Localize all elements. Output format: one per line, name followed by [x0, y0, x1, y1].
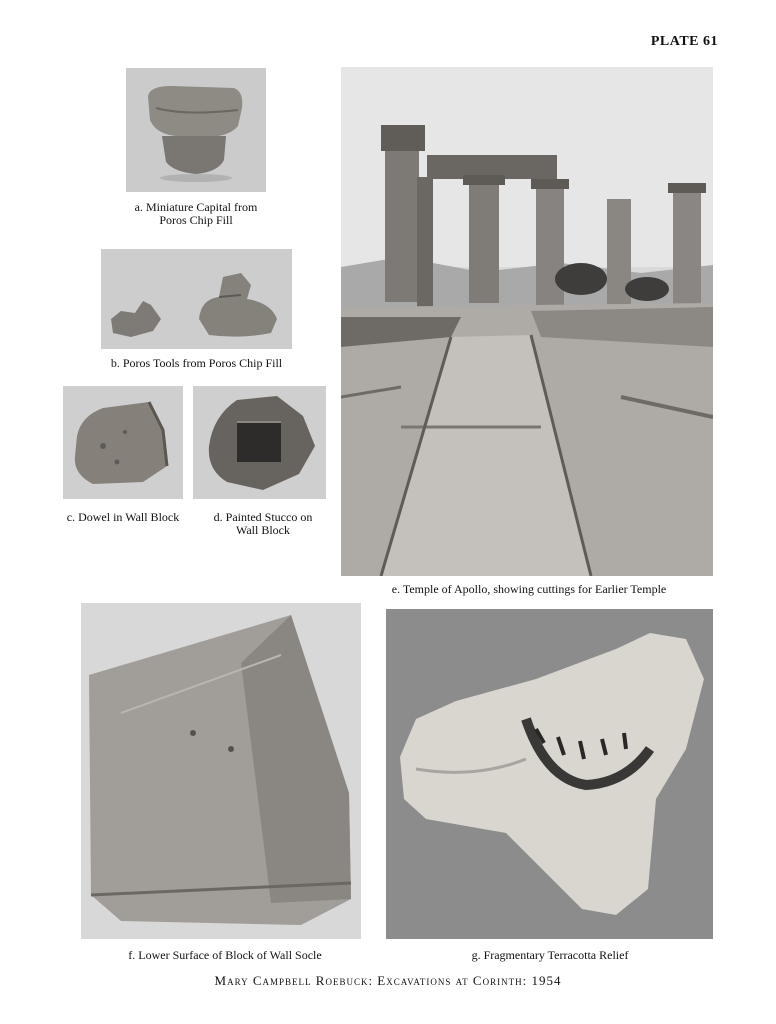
caption-d	[194, 511, 332, 537]
caption-f-text: f. Lower Surface of Block of Wall Socle	[128, 948, 322, 962]
photo-dowel-wall-block	[63, 386, 183, 499]
caption-a-line2: Poros Chip Fill	[159, 213, 233, 227]
photo-terracotta-relief	[386, 609, 713, 939]
caption-b	[96, 357, 297, 370]
photo-painted-stucco	[193, 386, 326, 499]
caption-g	[440, 949, 660, 962]
photo-temple-of-apollo	[341, 67, 713, 576]
caption-g-text: g. Fragmentary Terracotta Relief	[471, 948, 629, 962]
photo-miniature-capital	[126, 68, 266, 192]
caption-a	[120, 201, 272, 227]
caption-b-text: b. Poros Tools from Poros Chip Fill	[110, 356, 283, 370]
caption-c	[58, 511, 188, 524]
footer-credit: Mary Campbell Roebuck: Excavations at Corinth: 1954	[214, 973, 562, 988]
caption-a-line1: a. Miniature Capital from	[134, 200, 258, 214]
caption-d-line2: Wall Block	[235, 523, 291, 537]
caption-d-line1: d. Painted Stucco on	[213, 510, 313, 524]
photo-poros-tools	[101, 249, 292, 349]
plate-label: PLATE 61	[650, 34, 718, 49]
caption-f	[100, 949, 350, 962]
caption-c-text: c. Dowel in Wall Block	[66, 510, 180, 524]
photo-block-wall-socle	[81, 603, 361, 939]
caption-e	[336, 583, 722, 596]
caption-e-text: e. Temple of Apollo, showing cuttings for Earlier Temple	[391, 582, 667, 596]
